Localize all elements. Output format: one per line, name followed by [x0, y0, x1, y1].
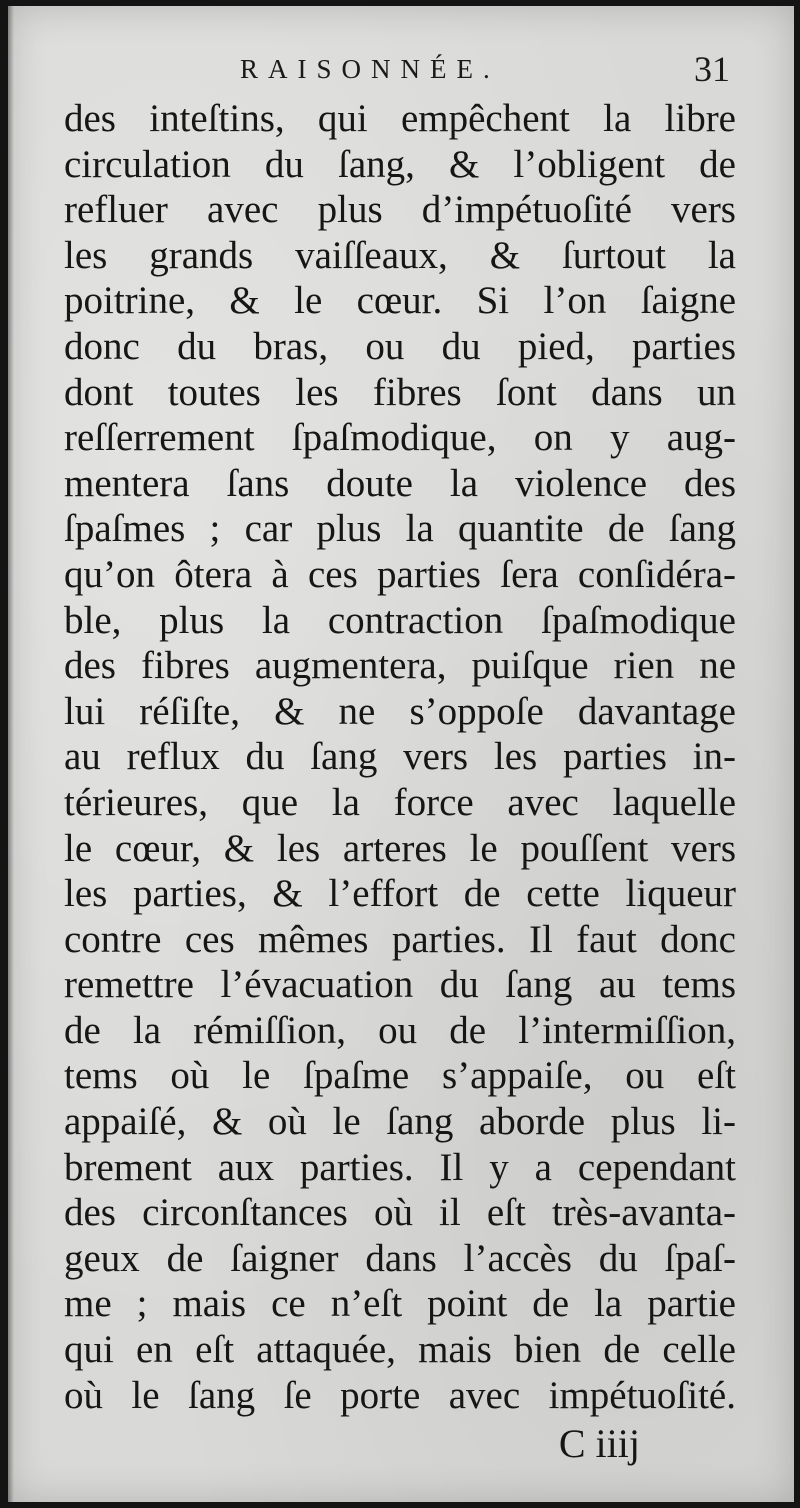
body-text	[64, 96, 736, 1418]
text-line: des fibres augmentera, puiſque rien ne	[64, 644, 736, 688]
signature-mark: C iiij	[558, 1421, 640, 1466]
text-line: appaiſé, & où le ſang aborde plus li-	[64, 1100, 736, 1144]
page-number: 31	[694, 49, 730, 89]
text-line: poitrine, & le cœur. Si l’on ſaigne	[64, 279, 736, 323]
text-line: où le ſang ſe porte avec impétuoſité.	[64, 1373, 736, 1417]
text-line: geux de ſaigner dans l’accès du ſpaſ-	[64, 1236, 736, 1280]
text-line: donc du bras, ou du pied, parties	[64, 324, 736, 368]
text-line: des circonſtances où il eſt très-avanta-	[64, 1191, 736, 1235]
book-page	[8, 6, 794, 1502]
text-line: remettre l’évacuation du ſang au tems	[64, 963, 736, 1007]
text-line: mentera ſans doute la violence des	[64, 461, 736, 505]
text-line: des inteſtins, qui empêchent la libre	[64, 97, 736, 140]
text-line: de la rémiſſion, ou de l’intermiſſion,	[64, 1008, 736, 1052]
text-line: reſſerrement ſpaſmodique, on y aug-	[64, 416, 736, 460]
text-line: térieures, que la force avec laquelle	[64, 780, 736, 824]
text-line: les parties, & l’effort de cette liqueur	[64, 872, 736, 916]
text-line: dont toutes les fibres ſont dans un	[64, 370, 736, 414]
text-line: les grands vaiſſeaux, & ſurtout la	[64, 233, 736, 277]
text-line: ſpaſmes ; car plus la quantite de ſang	[64, 507, 736, 551]
text-line: qu’on ôtera à ces parties ſera conſidéra-	[64, 552, 736, 596]
text-line: lui réſiſte, & ne s’oppoſe davantage	[64, 689, 736, 733]
text-line: contre ces mêmes parties. Il faut donc	[64, 917, 736, 961]
text-line: circulation du ſang, & l’obligent de	[64, 142, 736, 186]
text-line: brement aux parties. Il y a cependant	[64, 1145, 736, 1189]
text-line: tems où le ſpaſme s’appaiſe, ou eſt	[64, 1054, 736, 1098]
text-line: le cœur, & les arteres le pouſſent vers	[64, 826, 736, 870]
running-title: RAISONNÉE.	[240, 54, 500, 84]
text-line: au reflux du ſang vers les parties in-	[64, 735, 736, 779]
text-line: ble, plus la contraction ſpaſmodique	[64, 598, 736, 642]
text-line: refluer avec plus d’impétuoſité vers	[64, 188, 736, 232]
text-line: qui en eſt attaquée, mais bien de celle	[64, 1328, 736, 1372]
page-header	[68, 49, 734, 94]
text-line: me ; mais ce n’eſt point de la partie	[64, 1282, 736, 1326]
